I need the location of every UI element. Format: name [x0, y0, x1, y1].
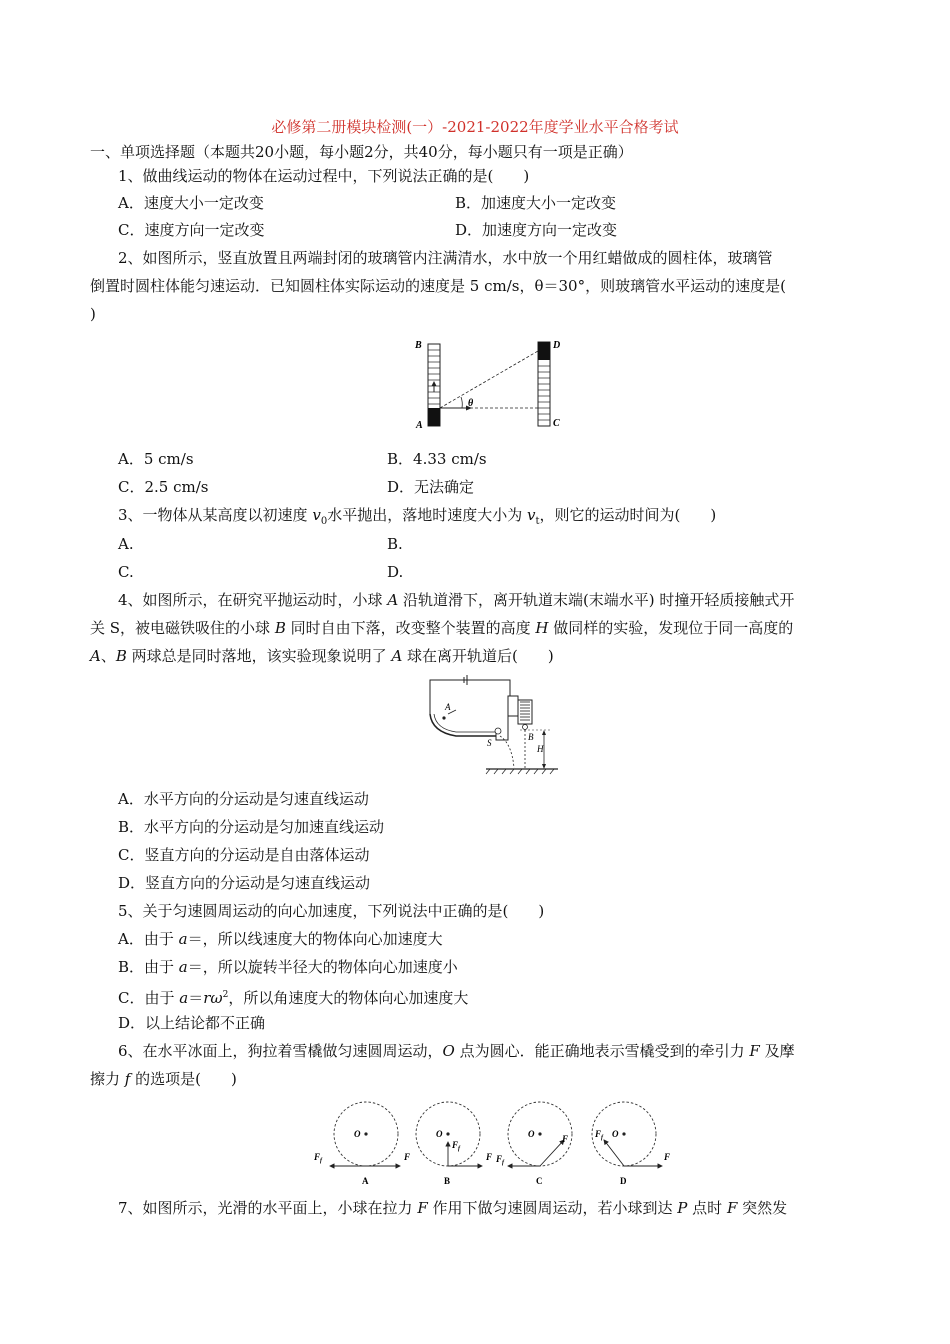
- q3-var-vt-sub: t: [535, 516, 540, 527]
- q3-option-a: A.: [118, 535, 134, 553]
- q6-stem2-part1: 擦力: [90, 1070, 125, 1088]
- q2-stem-line1: 2、如图所示，竖直放置且两端封闭的玻璃管内注满清水，水中放一个用红蜡做成的圆柱体，玻璃管: [118, 249, 773, 267]
- q7-stem-part2: 作用下做匀速圆周运动，若小球到达: [427, 1199, 678, 1217]
- q5-option-a: [118, 929, 443, 949]
- q2-option-c: C．2.5 cm/s: [118, 478, 209, 496]
- q5-b-part1: B．由于: [118, 958, 179, 976]
- q4-label-s: S: [487, 738, 492, 748]
- q5-a-part2: ＝，所以线速度大的物体向心加速度大: [187, 930, 443, 948]
- q4-option-a: A．水平方向的分运动是匀速直线运动: [118, 790, 369, 808]
- q2-label-b: B: [415, 340, 422, 351]
- section-heading: 一、单项选择题（本题共20小题，每小题2分，共40分，每小题只有一项是正确）: [90, 143, 633, 161]
- q3-stem-part3: ，则它的运动时间为( ): [539, 506, 717, 524]
- q5-option-d: D．以上结论都不正确: [118, 1014, 266, 1032]
- q5-a-var: a: [178, 930, 188, 948]
- q3-option-d: D.: [387, 563, 404, 581]
- q3-option-c: C.: [118, 563, 134, 581]
- q6d-label-o: O: [612, 1129, 619, 1139]
- q5-c-r: rω: [203, 989, 223, 1007]
- q7-var-f2: F: [726, 1199, 738, 1217]
- q4-label-a: A: [445, 702, 451, 712]
- q2-label-d: D: [553, 340, 561, 351]
- q2-label-c: C: [553, 418, 560, 429]
- q5-option-c: [118, 985, 468, 1008]
- q6d-label-f: F: [664, 1152, 671, 1162]
- q6-stem-line1: [118, 1041, 795, 1061]
- q7-stem-line1: [118, 1198, 787, 1218]
- q5-c-part1: C．由于: [118, 989, 180, 1007]
- q6-option-d-label: D: [620, 1176, 627, 1186]
- q6-figure-force-diagrams: [312, 1098, 674, 1186]
- q7-stem-part4: 突然发: [737, 1199, 788, 1217]
- q4-stem2-part3: 做同样的实验，发现位于同一高度的: [548, 619, 794, 637]
- q3-stem: [118, 505, 716, 532]
- q6-var-lower-f: f: [124, 1070, 131, 1088]
- q4-option-d: D．竖直方向的分运动是匀速直线运动: [118, 874, 371, 892]
- q4-label-b: B: [528, 732, 534, 742]
- q6d-label-ff: $F_f$: [595, 1129, 604, 1141]
- q6-stem1-part1: 6、在水平冰面上，狗拉着雪橇做匀速圆周运动，: [118, 1042, 443, 1060]
- q7-var-f: F: [417, 1199, 428, 1217]
- q3-var-v0-sub: 0: [320, 516, 328, 527]
- q4-var-a2: A: [90, 647, 101, 665]
- q3-stem-part1: 3、一物体从某高度以初速度: [118, 506, 313, 524]
- q2-label-a: A: [416, 420, 423, 431]
- q2-option-a: A．5 cm/s: [118, 450, 194, 468]
- q4-figure-projectile-apparatus: [420, 674, 560, 776]
- q5-c-part2: ，所以角速度大的物体向心加速度大: [228, 989, 469, 1007]
- q6c-label-o: O: [528, 1129, 535, 1139]
- q6c-label-ff: $F_f$: [496, 1154, 505, 1166]
- q6-var-o: O: [442, 1042, 455, 1060]
- q2-label-theta: θ: [468, 398, 474, 409]
- q6a-label-f: F: [404, 1152, 411, 1162]
- q4-var-b2: B: [115, 647, 127, 665]
- q6-stem1-part3: 及摩: [759, 1042, 795, 1060]
- q1-option-a: A．速度大小一定改变: [118, 194, 264, 212]
- q4-var-h: H: [535, 619, 549, 637]
- q7-stem-part3: 点时: [687, 1199, 727, 1217]
- q6a-label-ff: $F_f$: [314, 1152, 323, 1164]
- q1-option-c: C．速度方向一定改变: [118, 221, 265, 239]
- q1-stem: 1、做曲线运动的物体在运动过程中，下列说法正确的是( ): [118, 167, 530, 185]
- q4-var-b: B: [274, 619, 286, 637]
- q4-stem-line2: [90, 618, 793, 638]
- q3-var-v0: v: [312, 506, 321, 524]
- q4-stem-line1: [118, 590, 794, 610]
- q4-stem3-sep: 、: [100, 647, 116, 665]
- q3-var-vt: v: [526, 506, 536, 524]
- q6-stem1-part2: 点为圆心．能正确地表示雪橇受到的牵引力: [454, 1042, 750, 1060]
- q4-stem3-part1: 两球总是同时落地，该实验现象说明了: [126, 647, 392, 665]
- q4-stem3-part2: 球在离开轨道后( ): [402, 647, 554, 665]
- q2-option-d: D．无法确定: [387, 478, 475, 496]
- q5-b-part2: ＝，所以旋转半径大的物体向心加速度小: [187, 958, 458, 976]
- q1-option-b: B．加速度大小一定改变: [455, 194, 617, 212]
- q5-c-sup: 2: [222, 990, 229, 1000]
- q4-stem2-part2: 同时自由下落，改变整个装置的高度: [285, 619, 536, 637]
- q6b-label-f: F: [486, 1152, 493, 1162]
- q4-stem1-part2: 沿轨道滑下，离开轨道末端(末端水平) 时撞开轻质接触式开: [398, 591, 795, 609]
- q4-var-a3: A: [391, 647, 403, 665]
- q6c-label-f: F: [562, 1134, 569, 1144]
- q6-stem-line2: [90, 1069, 237, 1089]
- q7-stem-part1: 7、如图所示，光滑的水平面上，小球在拉力: [118, 1199, 418, 1217]
- q4-stem-line3: [90, 646, 554, 666]
- q5-c-var: a: [179, 989, 189, 1007]
- q3-stem-part2: 水平抛出，落地时速度大小为: [327, 506, 527, 524]
- q4-option-c: C．竖直方向的分运动是自由落体运动: [118, 846, 370, 864]
- q1-option-d: D．加速度方向一定改变: [455, 221, 618, 239]
- q4-stem1-part1: 4、如图所示，在研究平抛运动时，小球: [118, 591, 388, 609]
- q3-option-b: B.: [387, 535, 403, 553]
- q4-var-a: A: [387, 591, 399, 609]
- q2-stem-line3: ): [90, 305, 96, 323]
- q4-stem2-part1: 关 S，被电磁铁吸住的小球: [90, 619, 275, 637]
- q2-option-b: B．4.33 cm/s: [387, 450, 487, 468]
- q6-option-c-label: C: [536, 1176, 543, 1186]
- q5-c-eq: ＝: [188, 989, 204, 1007]
- q4-label-h: H: [537, 744, 544, 754]
- q5-b-var: a: [178, 958, 188, 976]
- q5-a-part1: A．由于: [118, 930, 179, 948]
- q7-var-p: P: [677, 1199, 688, 1217]
- q5-stem: 5、关于匀速圆周运动的向心加速度，下列说法中正确的是( ): [118, 902, 545, 920]
- q6a-label-o: O: [354, 1129, 361, 1139]
- q2-stem-line2: 倒置时圆柱体能匀速运动．已知圆柱体实际运动的速度是 5 cm/s，θ＝30°，则玻璃管水平运动的速度是(: [90, 277, 786, 295]
- q6b-label-o: O: [436, 1129, 443, 1139]
- q2-figure-glass-tubes: [410, 336, 575, 432]
- q6b-label-ff: $F_f$: [452, 1140, 461, 1152]
- q5-option-b: [118, 957, 458, 977]
- page-title: 必修第二册模块检测(一）-2021-2022年度学业水平合格考试: [271, 118, 679, 136]
- q6-stem2-part2: 的选项是( ): [130, 1070, 237, 1088]
- q6-option-a-label: A: [362, 1176, 369, 1186]
- q6-var-f: F: [749, 1042, 760, 1060]
- q6-option-b-label: B: [444, 1176, 451, 1186]
- q4-option-b: B．水平方向的分运动是匀加速直线运动: [118, 818, 385, 836]
